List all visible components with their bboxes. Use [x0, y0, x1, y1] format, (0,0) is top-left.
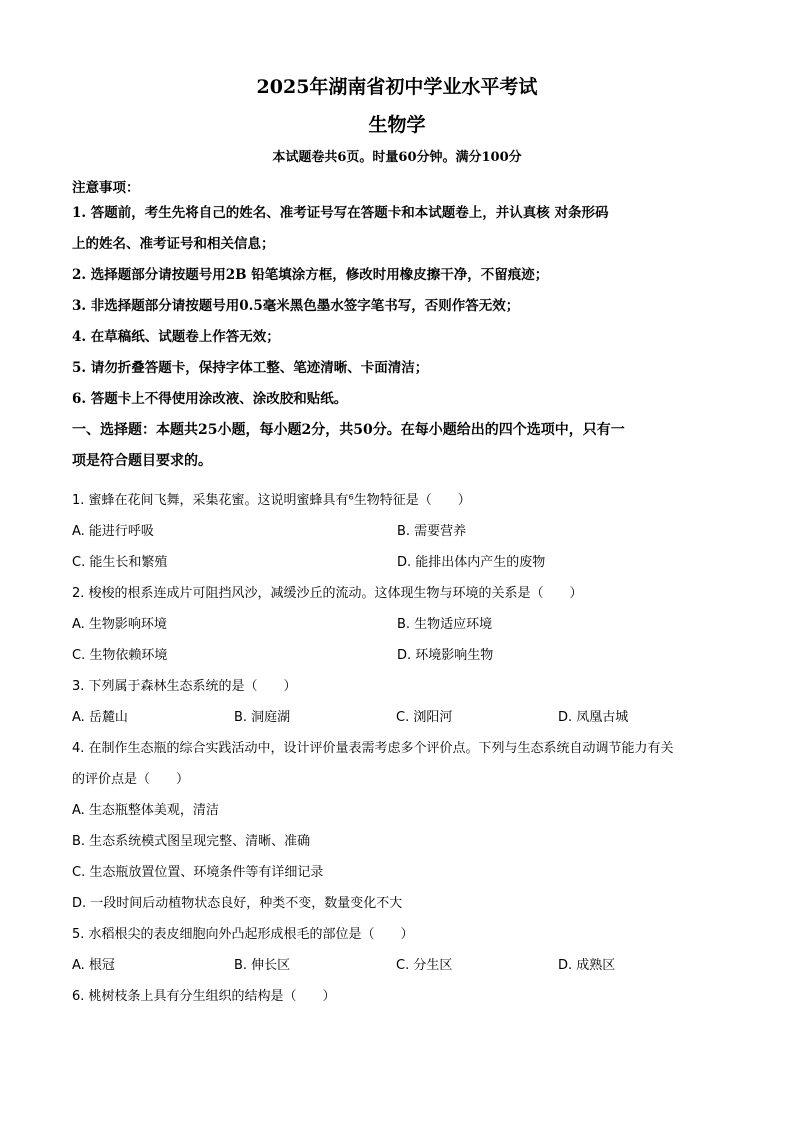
question-1 [72, 485, 722, 516]
question-5 [72, 919, 722, 950]
exam-page [72, 60, 722, 1012]
notice-item: 上的姓名、准考证号和相关信息； [72, 236, 275, 252]
notice-heading: 注意事项： [72, 180, 140, 196]
question-stem: 3. 下列属于森林生态系统的是（ ） [72, 679, 297, 694]
question-4 [72, 733, 722, 795]
section-heading [72, 415, 722, 477]
section-line: 项是符合题目要求的。 [72, 453, 212, 469]
question-stem: 的评价点是（ ） [72, 772, 190, 787]
option-b: B. 生态系统模式图呈现完整、清晰、准确 [72, 834, 311, 849]
question-stem: 4. 在制作生态瓶的综合实践活动中，设计评价量表需考虑多个评价点。下列与生态系统自动调节能力有关 [72, 741, 674, 756]
option-a: A. 根冠 [72, 958, 115, 973]
question-5-options [72, 950, 722, 981]
option-c: C. 分生区 [396, 958, 453, 973]
option-a: A. 生物影响环境 [72, 617, 167, 632]
option-b: B. 生物适应环境 [397, 617, 493, 632]
question-4-options [72, 795, 722, 919]
option-d: D. 能排出体内产生的废物 [397, 555, 546, 570]
notice-item: 2. 选择题部分请按题号用2B 铅笔填涂方框，修改时用橡皮擦干净，不留痕迹； [72, 267, 549, 283]
question-3 [72, 671, 722, 702]
exam-subject: 生物学 [368, 114, 426, 136]
option-c: C. 浏阳河 [396, 710, 453, 725]
notice-item: 1. 答题前，考生先将自己的姓名、准考证号写在答题卡和本试题卷上，并认真核 对条形码 [72, 205, 609, 221]
option-b: B. 需要营养 [397, 524, 467, 539]
question-2 [72, 578, 722, 609]
section-line: 一、选择题：本题共25小题，每小题2分，共50分。在每小题给出的四个选项中，只有一 [72, 422, 625, 438]
notice-item: 6. 答题卡上不得使用涂改液、涂改胶和贴纸。 [72, 391, 348, 407]
question-3-options [72, 702, 722, 733]
question-6 [72, 981, 722, 1012]
notice-item: 4. 在草稿纸、试题卷上作答无效； [72, 329, 280, 345]
question-stem: 5. 水稻根尖的表皮细胞向外凸起形成根毛的部位是（ ） [72, 927, 414, 942]
option-d: D. 一段时间后动植物状态良好，种类不变，数量变化不大 [72, 896, 403, 911]
question-stem: 2. 梭梭的根系连成片可阻挡风沙，减缓沙丘的流动。这体现生物与环境的关系是（ ） [72, 586, 583, 601]
option-c: C. 能生长和繁殖 [72, 555, 168, 570]
option-a: A. 岳麓山 [72, 710, 128, 725]
notice-item: 5. 请勿折叠答题卡，保持字体工整、笔迹清晰、卡面清洁； [72, 360, 429, 376]
exam-info: 本试题卷共6页。时量60分钟。满分100分 [272, 150, 522, 165]
option-a: A. 能进行呼吸 [72, 524, 154, 539]
question-1-options [72, 516, 722, 578]
option-b: B. 伸长区 [234, 958, 291, 973]
exam-title: 2025年湖南省初中学业水平考试 [256, 76, 538, 98]
option-d: D. 成熟区 [558, 958, 616, 973]
question-stem: 1. 蜜蜂在花间飞舞，采集花蜜。这说明蜜蜂具有⁶生物特征是（ ） [72, 493, 471, 508]
question-stem: 6. 桃树枝条上具有分生组织的结构是（ ） [72, 989, 336, 1004]
notice-list [72, 198, 722, 415]
notice-item: 3. 非选择题部分请按题号用0.5毫米黑色墨水签字笔书写，否则作答无效； [72, 298, 520, 314]
option-d: D. 凤凰古城 [558, 710, 629, 725]
option-b: B. 洞庭湖 [234, 710, 291, 725]
option-a: A. 生态瓶整体美观，清洁 [72, 803, 219, 818]
option-c: C. 生物依赖环境 [72, 648, 168, 663]
question-2-options [72, 609, 722, 671]
option-c: C. 生态瓶放置位置、环境条件等有详细记录 [72, 865, 324, 880]
option-d: D. 环境影响生物 [397, 648, 494, 663]
